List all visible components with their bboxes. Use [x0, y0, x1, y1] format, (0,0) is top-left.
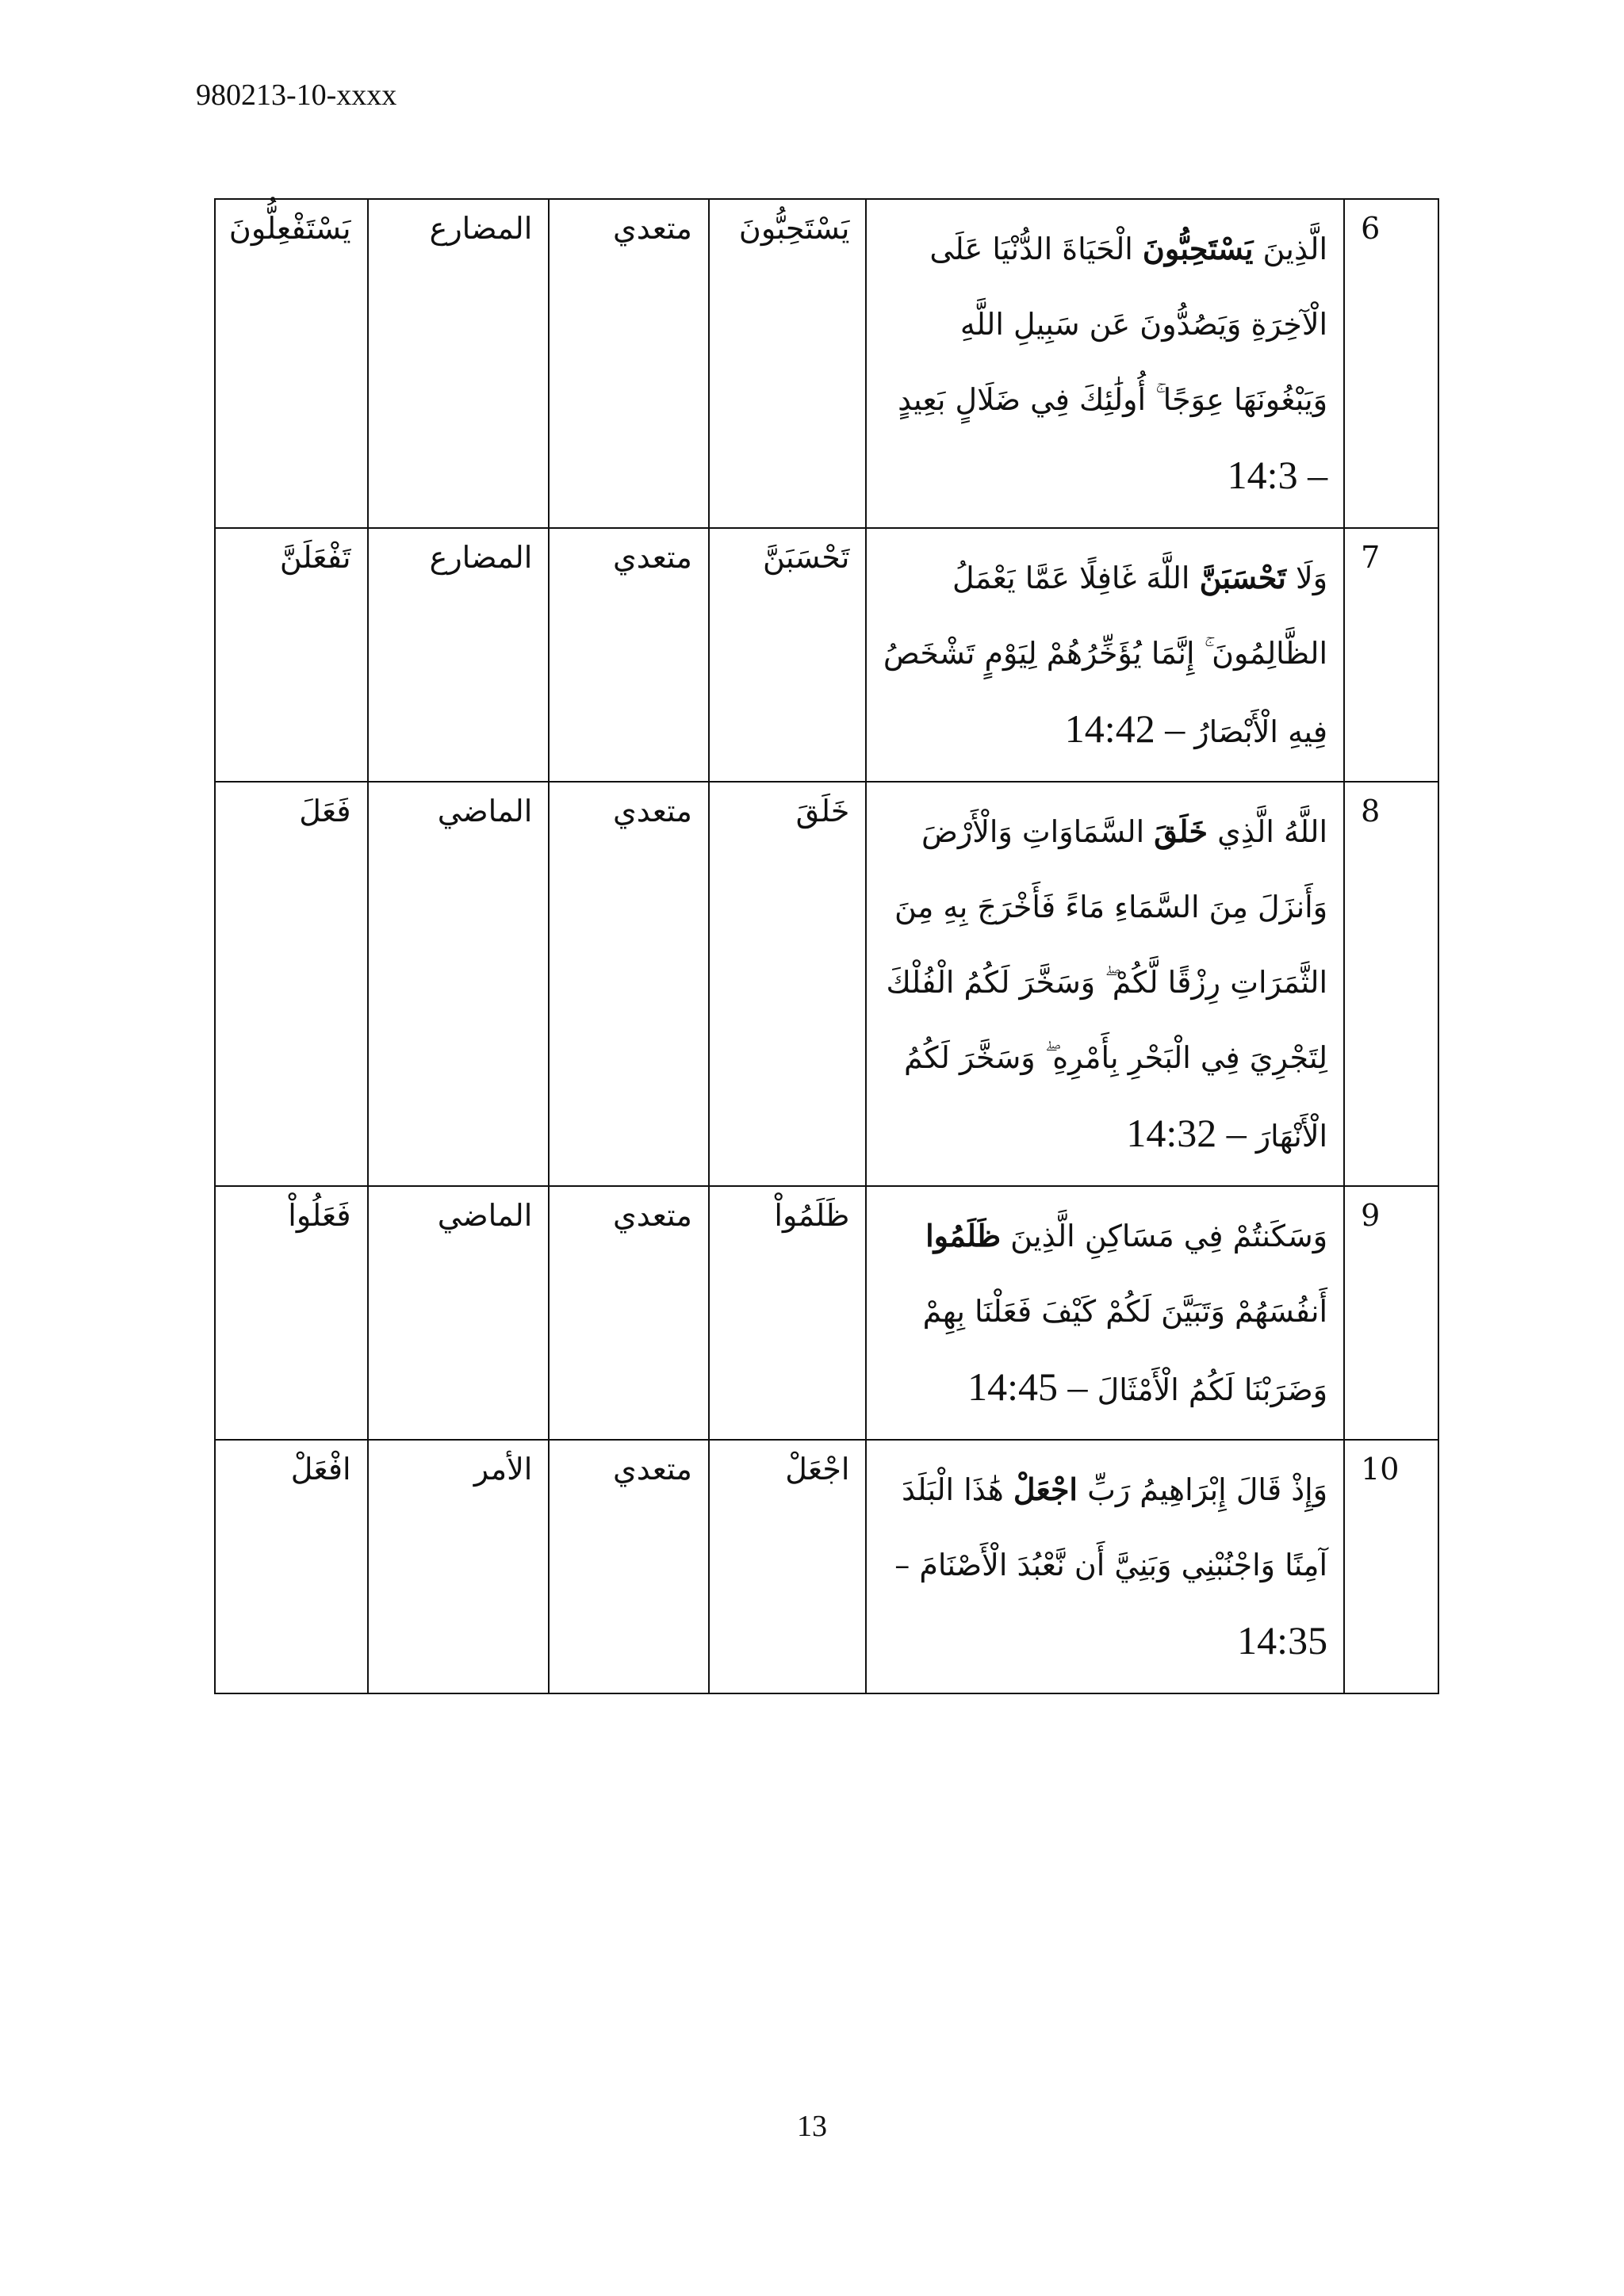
- verb-tense: الماضي: [368, 782, 550, 1186]
- row-number: 9: [1344, 1186, 1438, 1440]
- table-row: [215, 1186, 1438, 1440]
- verse-key-word: تَحْسَبَنَّ: [1199, 560, 1286, 595]
- verse-key-word: اجْعَلْ: [1013, 1471, 1078, 1507]
- verse-reference: 14:45 –: [967, 1364, 1088, 1409]
- document-id: 980213-10-xxxx: [196, 78, 397, 112]
- verb-tense: المضارع: [368, 199, 550, 528]
- verb-tense: الأمر: [368, 1440, 550, 1693]
- verse-reference: 14:42 –: [1064, 706, 1185, 751]
- transitivity: متعدي: [549, 528, 709, 782]
- verse-key-word: يَسْتَحِبُّونَ: [1142, 231, 1254, 266]
- verb-word: ظَلَمُواْ: [709, 1186, 867, 1440]
- verse-reference: 14:32 –: [1126, 1111, 1247, 1155]
- table-row: [215, 782, 1438, 1186]
- verse-key-word: خَلَقَ: [1154, 813, 1208, 849]
- verb-tense: الماضي: [368, 1186, 550, 1440]
- verse-cell: [866, 782, 1344, 1186]
- verse-reference: 14:3 –: [1227, 453, 1328, 497]
- row-number: 8: [1344, 782, 1438, 1186]
- verse-text-post: اللَّهَ غَافِلًا عَمَّا يَعْمَلُ الظَّالِمُونَ ۚ إِنَّمَا يُؤَخِّرُهُمْ لِيَوْمٍ تَشْخَصُ فِيهِ الْأَبْصَارُ: [883, 561, 1328, 749]
- verb-pattern: يَسْتَفْعِلُّونَ: [215, 199, 368, 528]
- verse-cell: [866, 528, 1344, 782]
- verse-key-word: ظَلَمُوا: [925, 1218, 1002, 1253]
- transitivity: متعدي: [549, 1440, 709, 1693]
- verse-cell: [866, 1440, 1344, 1693]
- verb-word: خَلَقَ: [709, 782, 867, 1186]
- verb-word: تَحْسَبَنَّ: [709, 528, 867, 782]
- table-row: [215, 528, 1438, 782]
- verb-tense: المضارع: [368, 528, 550, 782]
- page-number: 13: [797, 2110, 827, 2143]
- verb-pattern: فَعَلُواْ: [215, 1186, 368, 1440]
- verb-analysis-table: [214, 198, 1439, 1694]
- verse-text-post: أَنفُسَهُمْ وَتَبَيَّنَ لَكُمْ كَيْفَ فَعَلْنَا بِهِمْ وَضَرَبْنَا لَكُمُ الْأَمْثَالَ: [922, 1294, 1328, 1407]
- row-number: 10: [1344, 1440, 1438, 1693]
- verb-word: يَسْتَحِبُّونَ: [709, 199, 867, 528]
- verb-pattern: افْعَلْ: [215, 1440, 368, 1693]
- verse-text-pre: وَإِذْ قَالَ إِبْرَاهِيمُ رَبِّ: [1078, 1472, 1328, 1507]
- verse-text-post: الْحَيَاةَ الدُّنْيَا عَلَى الْآخِرَةِ وَيَصُدُّونَ عَن سَبِيلِ اللَّهِ وَيَبْغُونَهَا عِوَجًا ۚ أُولَٰئِكَ فِي ضَلَالٍ بَعِيدٍ: [898, 232, 1328, 417]
- verse-text-pre: الَّذِينَ: [1253, 232, 1328, 266]
- transitivity: متعدي: [549, 199, 709, 528]
- table-row: [215, 1440, 1438, 1693]
- table-row: [215, 199, 1438, 528]
- verb-word: اجْعَلْ: [709, 1440, 867, 1693]
- verb-pattern: تَفْعَلَنَّ: [215, 528, 368, 782]
- verse-text-post: السَّمَاوَاتِ وَالْأَرْضَ وَأَنزَلَ مِنَ السَّمَاءِ مَاءً فَأَخْرَجَ بِهِ مِنَ الثَّمَرَاتِ رِزْقًا لَّكُمْ ۖ وَسَخَّرَ لَكُمُ الْفُلْكَ لِتَجْرِيَ فِي الْبَحْرِ بِأَمْرِهِ ۖ وَسَخَّرَ لَكُمُ الْأَنْهَارَ: [886, 814, 1328, 1154]
- verse-text-pre: وَسَكَنتُمْ فِي مَسَاكِنِ الَّذِينَ: [1001, 1219, 1328, 1253]
- verse-cell: [866, 1186, 1344, 1440]
- row-number: 6: [1344, 199, 1438, 528]
- transitivity: متعدي: [549, 782, 709, 1186]
- verb-pattern: فَعَلَ: [215, 782, 368, 1186]
- verse-cell: [866, 199, 1344, 528]
- verse-reference: 14:35: [1237, 1618, 1328, 1663]
- verse-text-post: هَٰذَا الْبَلَدَ آمِنًا وَاجْنُبْنِي وَبَنِيَّ أَن نَّعْبُدَ الْأَصْنَامَ –: [894, 1472, 1328, 1582]
- verse-text-pre: اللَّهُ الَّذِي: [1208, 814, 1328, 849]
- verse-text-pre: وَلَا: [1285, 561, 1328, 595]
- transitivity: متعدي: [549, 1186, 709, 1440]
- row-number: 7: [1344, 528, 1438, 782]
